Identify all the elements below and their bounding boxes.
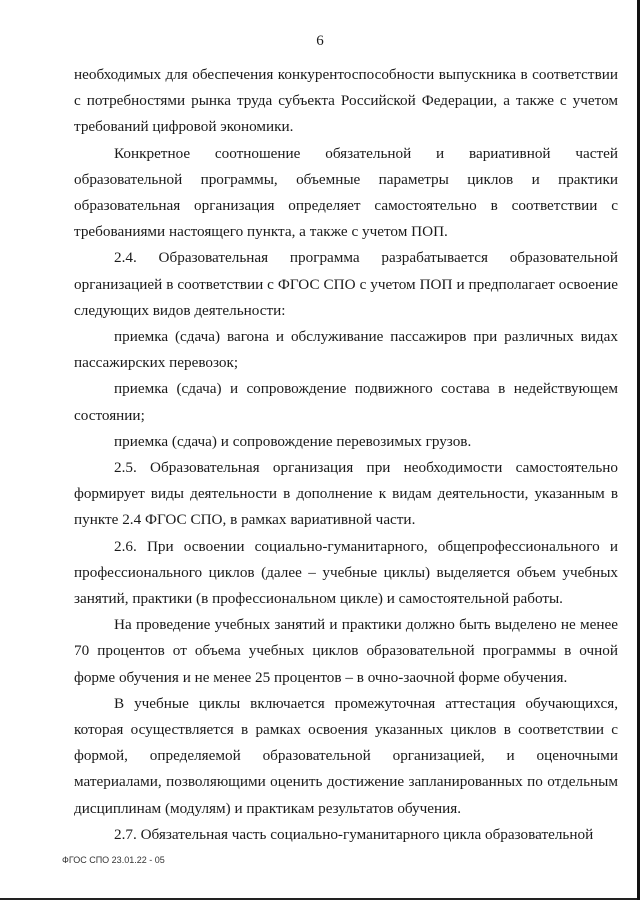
paragraph-2-5: 2.5. Образовательная организация при необходимости самостоятельно формирует виды деятельности в дополнение к видам деятельности, указанным в пункте 2.4 ФГОС СПО, в рамках вариативной части. — [74, 459, 618, 529]
activity-item-3: приемка (сдача) и сопровождение перевозимых грузов. — [114, 432, 472, 450]
activity-item-2: приемка (сдача) и сопровождение подвижного состава в недействующем состоянии; — [74, 380, 618, 424]
paragraph-70-percent: На проведение учебных занятий и практики должно быть выделено не менее 70 процентов от объема учебных циклов образовательной программы в очной форме обучения и не менее 25 процентов – в очно-заочной форме обучения. — [74, 616, 618, 686]
page-number: 6 — [316, 33, 324, 49]
document-footer: ФГОС СПО 23.01.22 - 05 — [62, 855, 165, 865]
paragraph-2-7: 2.7. Обязательная часть социально-гуманитарного цикла образовательной — [114, 825, 594, 843]
paragraph-2-4: 2.4. Образовательная программа разрабатывается образовательной организацией в соответствии с ФГОС СПО с учетом ПОП и предполагает освоение следующих видов деятельности: — [74, 249, 618, 319]
paragraph-attestation: В учебные циклы включается промежуточная аттестация обучающихся, которая осуществляется в рамках освоения указанных циклов в соответствии с формой, определяемой образовательной организацией, и оценочными материалами, позволяющими оценить достижение запланированных по отдельным дисциплинам (модулям) и практикам результатов обучения. — [74, 694, 618, 817]
paragraph-2-6: 2.6. При освоении социально-гуманитарного, общепрофессионального и профессионального циклов (далее – учебные циклы) выделяется объем учебных занятий, практики (в профессиональном цикле) и самостоятельной работы. — [74, 537, 618, 608]
paragraph-continuation: необходимых для обеспечения конкурентоспособности выпускника в соответствии с потребностями рынка труда субъекта Российской Федерации, а также с учетом требований цифровой экономики. — [74, 66, 618, 136]
paragraph-ratio: Конкретное соотношение обязательной и вариативной частей образовательной программы, объемные параметры циклов и практики образовательная организация определяет самостоятельно в соответствии с требованиями настоящего пункта, а также с учетом ПОП. — [74, 144, 618, 241]
document-body — [74, 62, 618, 848]
activity-item-1: приемка (сдача) вагона и обслуживание пассажиров при различных видах пассажирских перевозок; — [74, 328, 618, 372]
